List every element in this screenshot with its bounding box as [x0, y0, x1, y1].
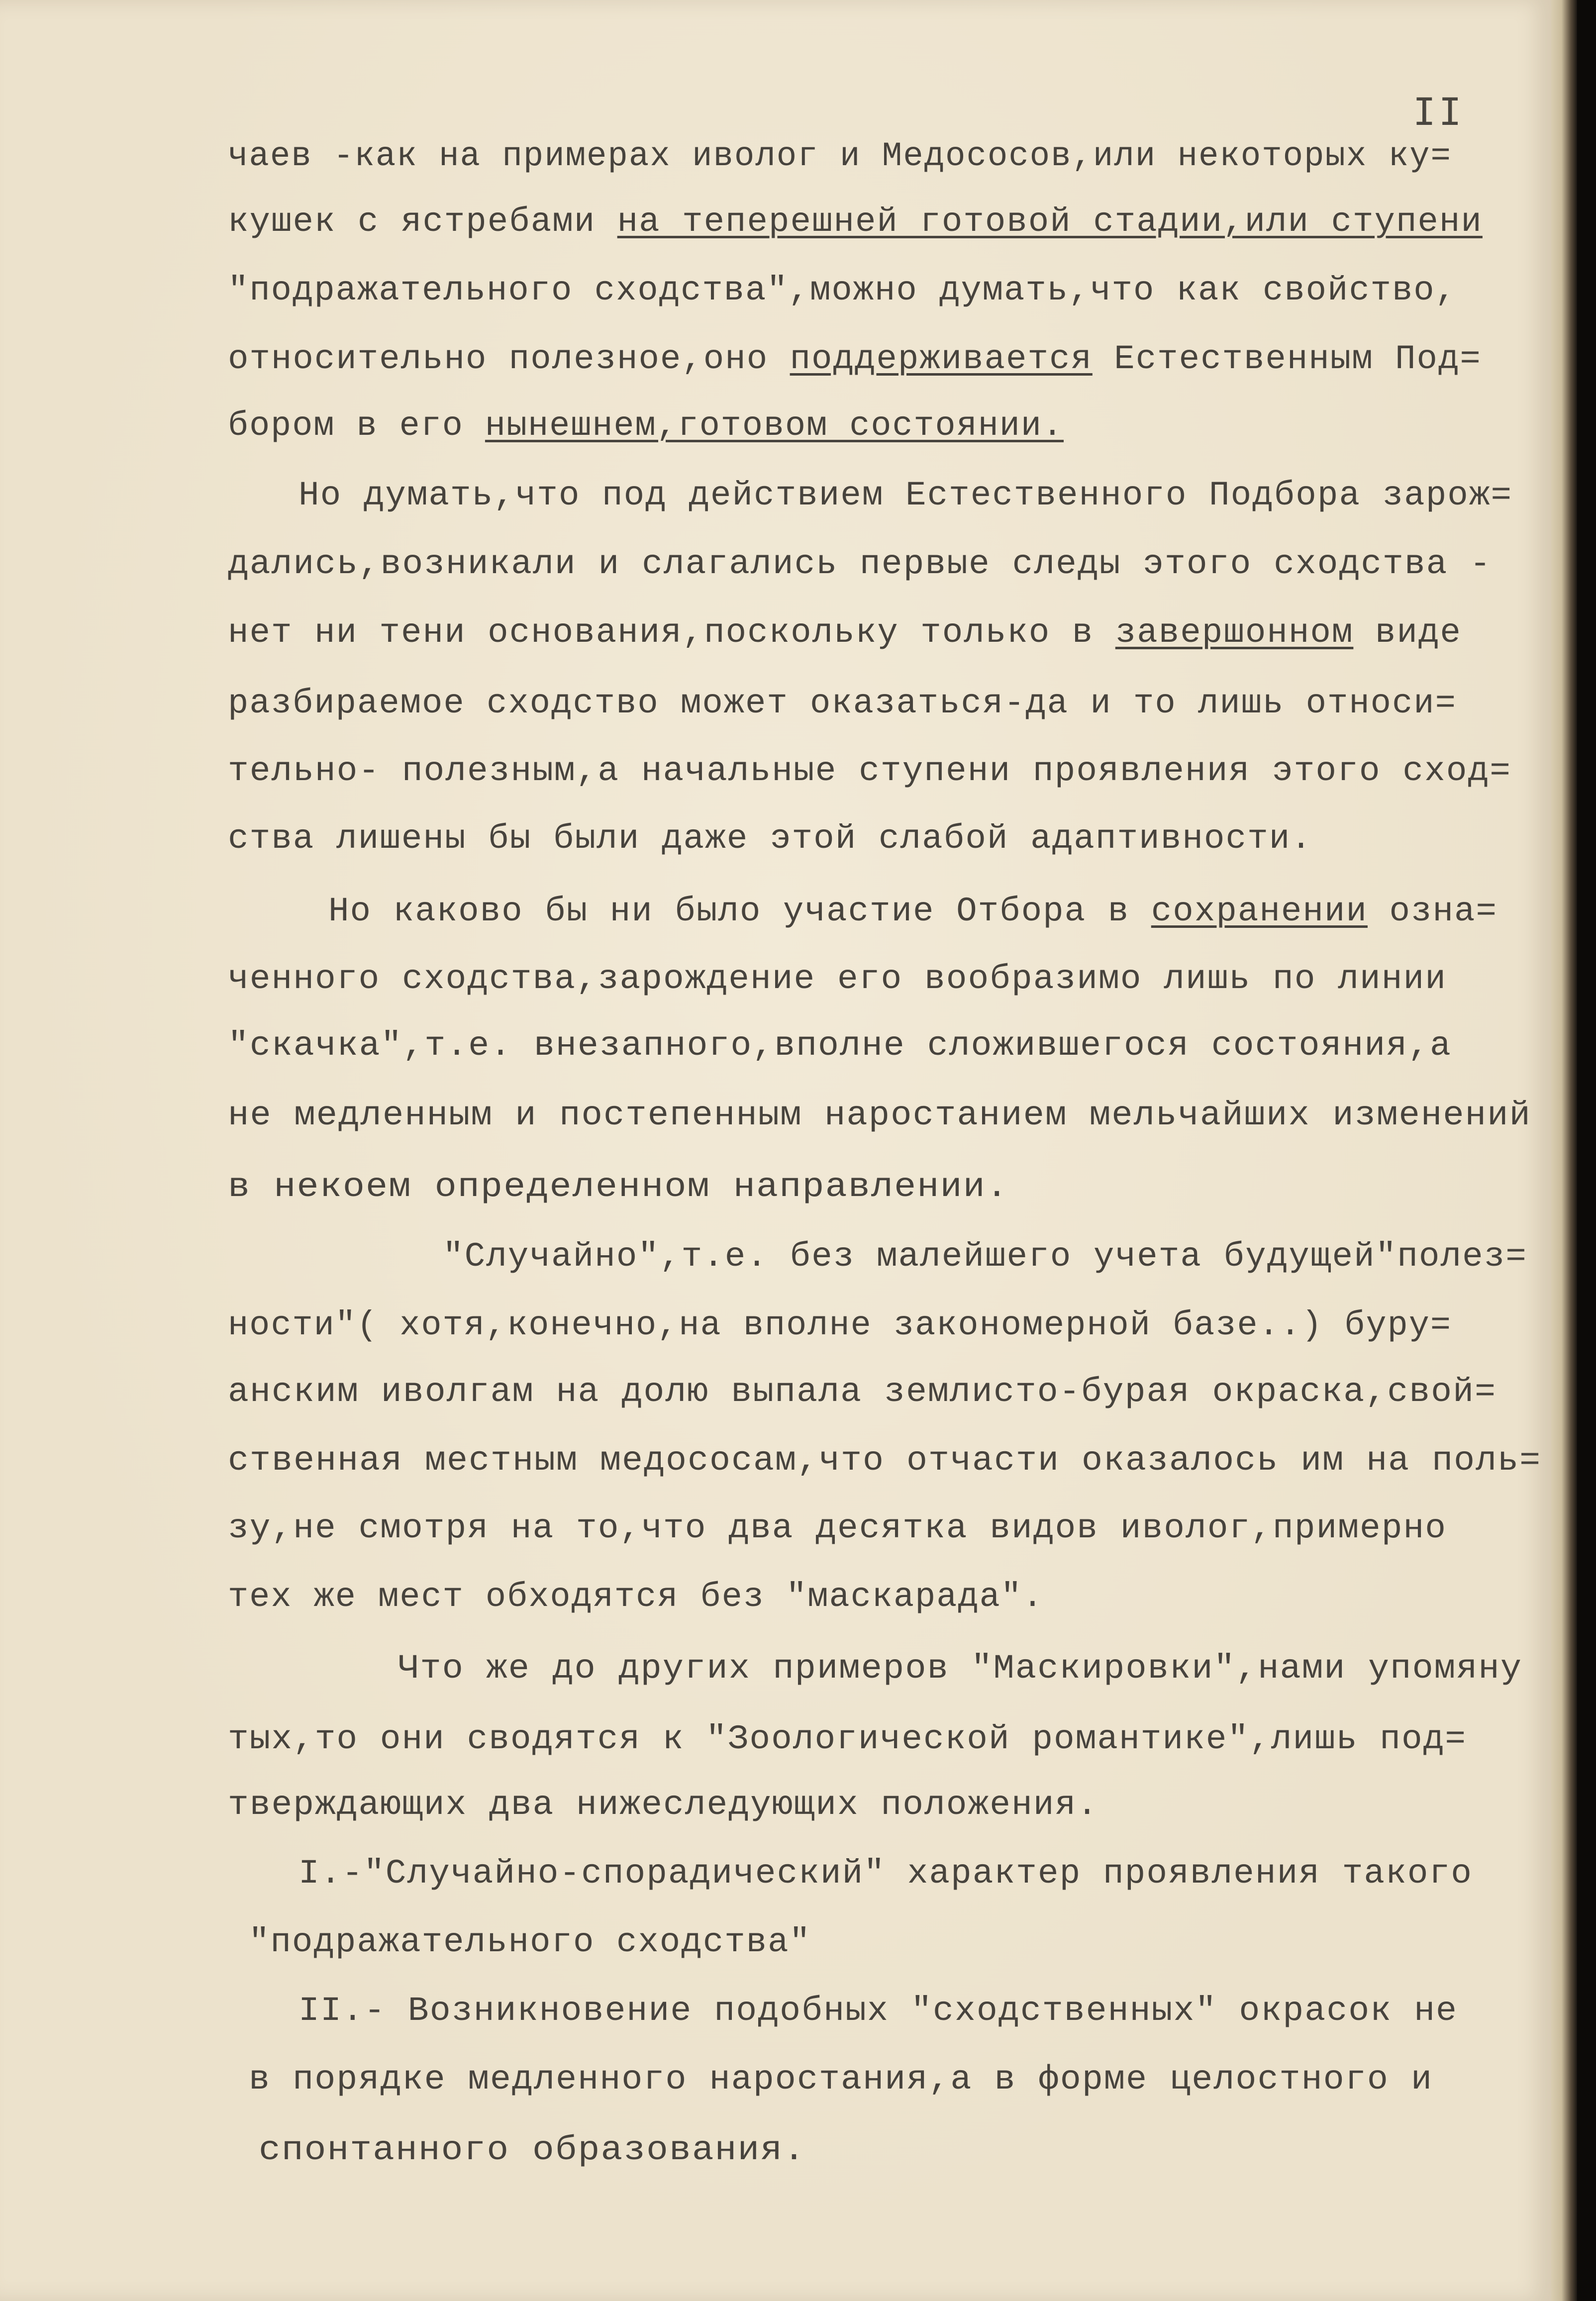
- text-line: ственная местным медососам,что отчасти оказалось им на поль=: [228, 1441, 1542, 1480]
- text-line: Но каково бы ни было участие Отбора в сохранении озна=: [328, 892, 1498, 931]
- page-number: II: [1413, 90, 1465, 134]
- text-line: тых,то они сводятся к "Зоологической романтике",лишь под=: [228, 1720, 1467, 1759]
- text-line: ности"( хотя,конечно,на вполне закономерной базе..) буру=: [228, 1306, 1452, 1345]
- text-line: ства лишены бы были даже этой слабой адаптивности.: [228, 819, 1312, 858]
- text-line: чаев -как на примерах иволог и Медососов,или некоторых ку=: [228, 137, 1452, 176]
- text-line: дались,возникали и слагались первые следы этого сходства -: [228, 545, 1492, 584]
- text-line: тех же мест обходятся без "маскарада".: [228, 1578, 1044, 1616]
- text-line: "подражательного сходства",можно думать,что как свойство,: [228, 271, 1457, 310]
- text-line: Но думать,что под действием Естественного Подбора зарож=: [299, 476, 1513, 515]
- text-line: нет ни тени основания,поскольку только в завершонном виде: [228, 613, 1462, 652]
- text-line: спонтанного образования.: [259, 2131, 806, 2170]
- text-line: в некоем определенном направлении.: [228, 1168, 1009, 1206]
- background-dark-strip: [1577, 0, 1596, 2301]
- text-line: ченного сходства,зарождение его вообразимо лишь по линии: [228, 960, 1447, 999]
- text-line: I.-"Случайно-спорадический" характер проявления такого: [299, 1854, 1473, 1893]
- text-line: тельно- полезным,а начальные ступени проявления этого сход=: [228, 752, 1511, 791]
- underlined-text: нынешнем,готовом состоянии.: [485, 406, 1064, 445]
- text-line: относительно полезное,оно поддерживается Естественным Под=: [228, 340, 1482, 379]
- text-line: бором в его нынешнем,готовом состоянии.: [228, 406, 1064, 445]
- text-line: разбираемое сходство может оказаться-да и то лишь относи=: [228, 684, 1457, 723]
- underlined-text: на теперешней готовой стадии,или ступени: [617, 202, 1483, 241]
- text-line: не медленным и постепенным наростанием мельчайших изменений: [228, 1096, 1531, 1135]
- text-line: анским иволгам на долю выпала землисто-бурая окраска,свой=: [228, 1373, 1497, 1411]
- text-line: II.- Возникновение подобных "сходственных" окрасок не: [299, 1992, 1458, 2030]
- underlined-text: поддерживается: [790, 340, 1093, 379]
- text-line: "подражательного сходства": [249, 1923, 811, 1962]
- text-line: в порядке медленного наростания,а в форме целостного и: [249, 2060, 1433, 2099]
- text-line: "Случайно",т.е. без малейшего учета будущей"полез=: [443, 1237, 1527, 1276]
- text-line: "скачка",т.е. внезапного,вполне сложившегося состояния,а: [228, 1026, 1452, 1065]
- underlined-text: завершонном: [1115, 613, 1354, 652]
- page-edge: [1551, 0, 1577, 2301]
- text-line: Что же до других примеров "Маскировки",нами упомяну: [398, 1649, 1523, 1688]
- text-line: тверждающих два нижеследующих положения.: [228, 1786, 1098, 1824]
- underlined-text: сохранении: [1151, 892, 1368, 931]
- text-line: зу,не смотря на то,что два десятка видов иволог,примерно: [228, 1509, 1447, 1548]
- text-line: кушек с ястребами на теперешней готовой стадии,или ступени: [228, 202, 1483, 241]
